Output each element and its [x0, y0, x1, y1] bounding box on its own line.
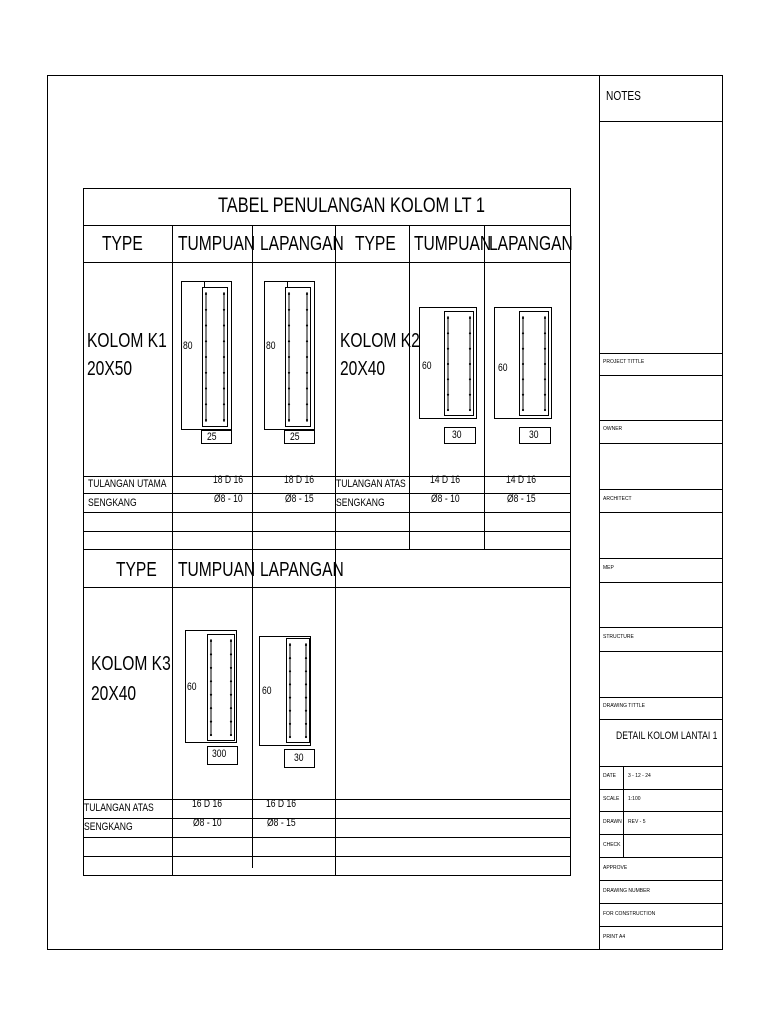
rebar-dot — [223, 324, 225, 326]
rebar-dot — [306, 324, 308, 326]
rebar-dot — [230, 734, 232, 736]
rebar-dot — [305, 644, 307, 646]
table1-header-type-1: TYPE — [102, 233, 143, 255]
rebar-dot — [230, 680, 232, 682]
rebar-dot — [305, 670, 307, 672]
rebar-dot — [288, 403, 290, 405]
rebar-dot — [230, 707, 232, 709]
k2-tumpuan-atas: 14 D 16 — [430, 474, 461, 486]
rebar-dot — [447, 348, 449, 350]
rebar-dot — [306, 293, 308, 295]
k1-lapangan-sengkang: Ø8 - 15 — [285, 493, 314, 505]
rebar-dot — [522, 348, 524, 350]
rebar-dot — [469, 363, 471, 365]
project-title-label: PROJECT TITTLE — [603, 359, 645, 365]
print-label: PRINT A4 — [603, 934, 626, 940]
rebar-dot — [230, 653, 232, 655]
date-value: 3 - 12 - 24 — [628, 773, 651, 779]
rebar-dot — [230, 667, 232, 669]
rebar-dot — [223, 340, 225, 342]
check-label: CHECK — [603, 842, 621, 848]
rebar-dot — [230, 721, 232, 723]
rebar-dot — [544, 317, 546, 319]
rebar-dot — [306, 387, 308, 389]
drawing-title-label: DRAWING TITTLE — [603, 703, 645, 709]
rebar-dot — [469, 378, 471, 380]
k2-size: 20X40 — [340, 358, 386, 380]
rebar-dot — [205, 387, 207, 389]
rebar-dot — [447, 317, 449, 319]
rebar-dot — [469, 317, 471, 319]
rebar-dot — [447, 378, 449, 380]
k1-size: 20X50 — [87, 358, 133, 380]
rebar-dot — [210, 640, 212, 642]
rebar-dot — [469, 409, 471, 411]
rebar-dot — [305, 683, 307, 685]
rebar-dot — [522, 409, 524, 411]
k3-lapangan-section — [260, 637, 315, 768]
k3-lapangan-atas: 16 D 16 — [266, 798, 297, 810]
k3-tumpuan-sengkang: Ø8 - 10 — [193, 817, 222, 829]
rebar-dot — [522, 394, 524, 396]
rebar-dot — [544, 332, 546, 334]
k2-tumpuan-height: 60 — [422, 360, 432, 372]
rebar-dot — [289, 736, 291, 738]
k3-tumpuan-width: 300 — [212, 748, 227, 760]
rebar-dot — [289, 683, 291, 685]
rebar-dot — [223, 356, 225, 358]
rebar-dot — [469, 394, 471, 396]
table2-header-type: TYPE — [116, 559, 157, 581]
k1-lapangan-height: 80 — [266, 340, 276, 352]
scale-value: 1:100 — [628, 796, 641, 802]
rebar-dot — [447, 394, 449, 396]
k2-row-atas-label: TULANGAN ATAS — [336, 478, 406, 490]
for-construction-label: FOR CONSTRUCTION — [603, 911, 656, 917]
rebar-dot — [305, 697, 307, 699]
rebar-dot — [205, 419, 207, 421]
k1-row-utama-label: TULANGAN UTAMA — [88, 478, 167, 490]
rebar-dot — [522, 363, 524, 365]
rebar-dot — [205, 356, 207, 358]
rebar-dot — [306, 309, 308, 311]
rebar-dot — [288, 309, 290, 311]
k1-name: KOLOM K1 — [87, 330, 167, 352]
k2-lapangan-section — [495, 308, 552, 444]
rebar-dot — [289, 644, 291, 646]
rebar-dot — [205, 372, 207, 374]
mep-label: MEP — [603, 565, 614, 571]
k3-name: KOLOM K3 — [91, 653, 171, 675]
rebar-dot — [522, 378, 524, 380]
k2-lapangan-sengkang: Ø8 - 15 — [507, 493, 536, 505]
date-label: DATE — [603, 773, 616, 779]
rebar-dot — [223, 372, 225, 374]
k3-tumpuan-section — [186, 631, 238, 765]
architect-label: ARCHITECT — [603, 496, 632, 502]
rebar-dot — [210, 653, 212, 655]
k2-tumpuan-width: 30 — [452, 429, 462, 441]
rebar-dot — [210, 707, 212, 709]
rebar-dot — [306, 340, 308, 342]
rebar-dot — [210, 667, 212, 669]
rebar-dot — [305, 723, 307, 725]
rebar-dot — [205, 324, 207, 326]
k1-tumpuan-height: 80 — [183, 340, 193, 352]
rebar-dot — [288, 419, 290, 421]
rebar-dot — [210, 694, 212, 696]
rebar-dot — [205, 340, 207, 342]
k3-tumpuan-height: 60 — [187, 681, 197, 693]
rebar-dot — [205, 403, 207, 405]
rebar-dot — [469, 348, 471, 350]
rebar-dot — [306, 419, 308, 421]
approve-label: APPROVE — [603, 865, 628, 871]
rebar-dot — [447, 409, 449, 411]
k2-tumpuan-section — [420, 308, 477, 444]
structure-label: STRUCTURE — [603, 634, 634, 640]
rebar-dot — [544, 378, 546, 380]
rebar-dot — [289, 670, 291, 672]
k1-lapangan-utama: 18 D 16 — [284, 474, 315, 486]
rebar-dot — [544, 394, 546, 396]
k3-lapangan-height: 60 — [262, 685, 272, 697]
rebar-dot — [522, 317, 524, 319]
k3-row-sengkang-label: SENGKANG — [84, 821, 133, 833]
rebar-dot — [469, 332, 471, 334]
rebar-dot — [205, 309, 207, 311]
rebar-dot — [288, 324, 290, 326]
k2-tumpuan-sengkang: Ø8 - 10 — [431, 493, 460, 505]
rebar-dot — [522, 332, 524, 334]
rebar-dot — [289, 723, 291, 725]
k1-lapangan-width: 25 — [290, 431, 300, 443]
table1-header-lapangan-1: LAPANGAN — [260, 233, 344, 255]
table1-title: TABEL PENULANGAN KOLOM LT 1 — [218, 194, 486, 217]
rebar-dot — [288, 387, 290, 389]
rebar-dot — [230, 640, 232, 642]
rebar-dot — [305, 736, 307, 738]
k2-name: KOLOM K2 — [340, 330, 420, 352]
rebar-dot — [223, 293, 225, 295]
k1-row-sengkang-label: SENGKANG — [88, 497, 137, 509]
drawing-number-label: DRAWING NUMBER — [603, 888, 651, 894]
drawn-label: DRAWN — [603, 819, 622, 825]
k3-lapangan-sengkang: Ø8 - 15 — [267, 817, 296, 829]
rebar-dot — [544, 348, 546, 350]
k2-lapangan-height: 60 — [498, 362, 508, 374]
rebar-dot — [544, 409, 546, 411]
notes-label: NOTES — [606, 88, 641, 103]
rebar-dot — [306, 403, 308, 405]
table1-header-tumpuan-1: TUMPUAN — [178, 233, 256, 255]
rebar-dot — [306, 356, 308, 358]
rebar-dot — [288, 372, 290, 374]
table2-header-lapangan: LAPANGAN — [260, 559, 344, 581]
rebar-dot — [223, 309, 225, 311]
rebar-dot — [544, 363, 546, 365]
k3-size: 20X40 — [91, 683, 137, 705]
rebar-dot — [210, 721, 212, 723]
k1-tumpuan-sengkang: Ø8 - 10 — [214, 493, 243, 505]
rebar-dot — [289, 657, 291, 659]
k2-row-sengkang-label: SENGKANG — [336, 497, 385, 509]
rebar-dot — [288, 356, 290, 358]
rebar-dot — [288, 293, 290, 295]
owner-label: OWNER — [603, 426, 623, 432]
table1-header-lapangan-2: LAPANGAN — [489, 233, 573, 255]
rebar-dot — [289, 697, 291, 699]
k2-lapangan-width: 30 — [529, 429, 539, 441]
rebar-dot — [447, 332, 449, 334]
rebar-dot — [305, 710, 307, 712]
rebar-dot — [210, 680, 212, 682]
table1-header-tumpuan-2: TUMPUAN — [414, 233, 492, 255]
rebar-dot — [210, 734, 212, 736]
k3-lapangan-width: 30 — [294, 752, 304, 764]
drawn-value: REV - 5 — [628, 819, 646, 825]
rebar-dot — [230, 694, 232, 696]
rebar-dot — [289, 710, 291, 712]
table2-header-tumpuan: TUMPUAN — [178, 559, 256, 581]
drawing-title: DETAIL KOLOM LANTAI 1 — [616, 730, 718, 742]
rebar-dot — [305, 657, 307, 659]
rebar-dot — [223, 419, 225, 421]
rebar-dot — [447, 363, 449, 365]
rebar-dot — [205, 293, 207, 295]
scale-label: SCALE — [603, 796, 620, 802]
rebar-dot — [288, 340, 290, 342]
k3-tumpuan-atas: 16 D 16 — [192, 798, 223, 810]
k3-row-atas-label: TULANGAN ATAS — [84, 802, 154, 814]
rebar-dot — [223, 387, 225, 389]
k1-tumpuan-width: 25 — [207, 431, 217, 443]
table1-header-type-2: TYPE — [355, 233, 396, 255]
rebar-dot — [223, 403, 225, 405]
k1-tumpuan-utama: 18 D 16 — [213, 474, 244, 486]
k2-lapangan-atas: 14 D 16 — [506, 474, 537, 486]
rebar-dot — [306, 372, 308, 374]
